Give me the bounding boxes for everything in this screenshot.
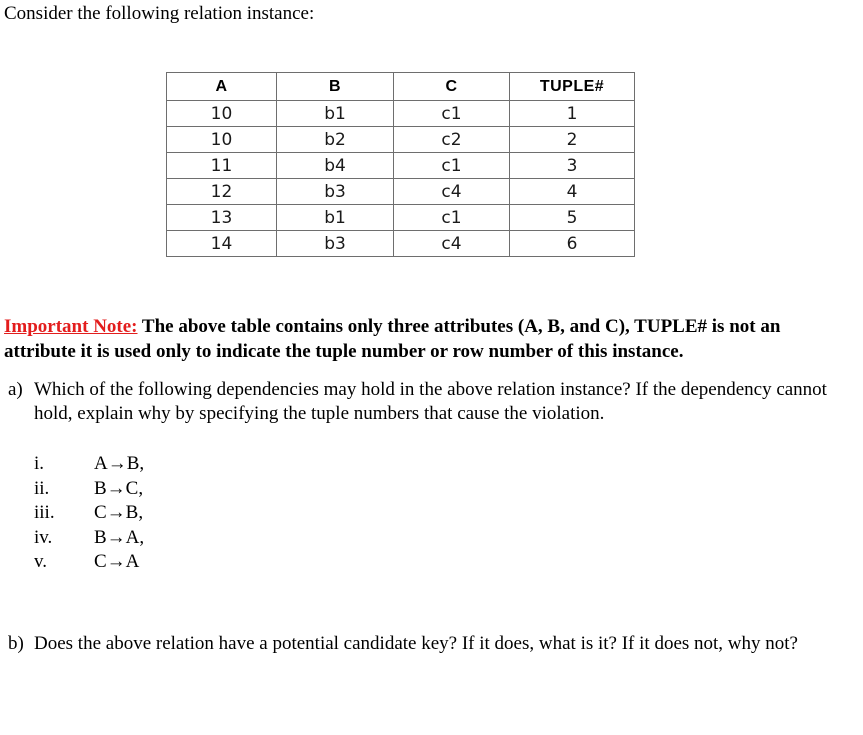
cell-tuple: 6 [510,231,635,257]
header-c: C [394,73,510,101]
cell-a: 12 [167,179,277,205]
cell-a: 13 [167,205,277,231]
header-a: A [167,73,277,101]
important-note [4,314,854,364]
table-row [167,101,635,127]
note-label: Important Note: [4,316,138,337]
relation-table [166,72,635,257]
table-row [167,231,635,257]
table-row [167,127,635,153]
table-row [167,153,635,179]
cell-c: c4 [394,179,510,205]
cell-a: 11 [167,153,277,179]
cell-tuple: 1 [510,101,635,127]
list-item [34,550,144,575]
cell-tuple: 4 [510,179,635,205]
table-row [167,205,635,231]
dependency-text: C→B, [94,502,144,523]
cell-a: 14 [167,231,277,257]
list-item [34,452,144,477]
intro-text: Consider the following relation instance: [4,3,315,24]
cell-tuple: 2 [510,127,635,153]
list-item [34,501,144,526]
table-header-row [167,73,635,101]
question-b [8,632,858,656]
list-item [34,526,144,551]
cell-tuple: 5 [510,205,635,231]
cell-b: b2 [277,127,394,153]
dependency-text: A→B, [94,453,145,474]
question-b-marker: b) [8,633,24,654]
dependency-text: C→A [94,551,140,572]
note-text: The above table contains only three attributes (A, B, and C), TUPLE# is not an attribute it is used only to indicate the tuple number or row number of this instance. [4,316,781,362]
question-a [8,378,858,426]
dependency-number: ii. [34,477,50,499]
header-b: B [277,73,394,101]
question-b-text: Does the above relation have a potential candidate key? If it does, what is it? If it does not, why not? [34,633,798,654]
dependency-number: i. [34,453,45,474]
dependency-list [34,452,144,575]
list-item [34,477,144,502]
dependency-text: B→C, [94,477,144,499]
dependency-number: iii. [34,502,55,523]
cell-c: c2 [394,127,510,153]
cell-b: b1 [277,101,394,127]
dependency-number: iv. [34,526,53,548]
question-a-text: Which of the following dependencies may hold in the above relation instance? If the dependency cannot hold, explain why by specifying the tuple numbers that cause the violation. [34,379,827,424]
cell-a: 10 [167,101,277,127]
cell-b: b1 [277,205,394,231]
cell-b: b4 [277,153,394,179]
header-tuple: TUPLE# [510,73,635,101]
table-row [167,179,635,205]
cell-c: c1 [394,101,510,127]
cell-c: c1 [394,153,510,179]
cell-a: 10 [167,127,277,153]
cell-b: b3 [277,231,394,257]
cell-b: b3 [277,179,394,205]
cell-c: c4 [394,231,510,257]
cell-tuple: 3 [510,153,635,179]
dependency-number: v. [34,551,48,572]
dependency-text: B→A, [94,526,145,548]
question-a-marker: a) [8,379,23,400]
cell-c: c1 [394,205,510,231]
